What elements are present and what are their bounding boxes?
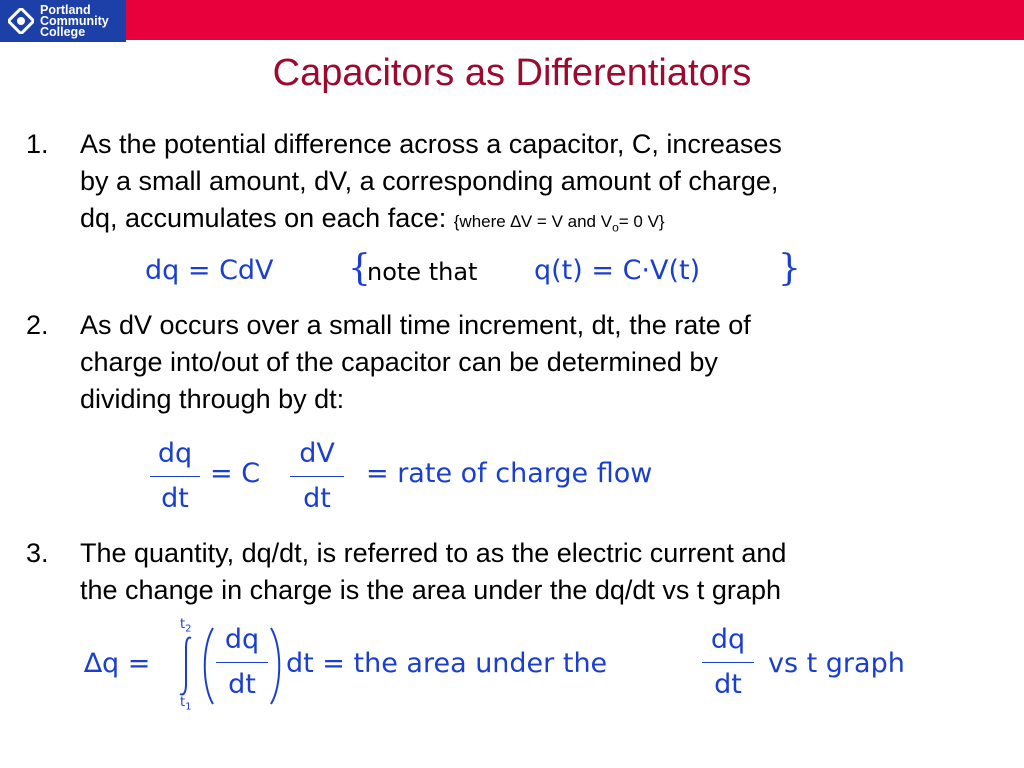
text-line: The quantity, dq/dt, is referred to as the electric current and	[80, 538, 787, 568]
frac-denominator: dt	[228, 669, 256, 700]
limit-var: t	[180, 617, 186, 632]
limit-var: t	[180, 695, 186, 710]
brace-close: }	[778, 248, 801, 289]
note-subscript: o	[612, 220, 619, 235]
frac-numerator: dq	[710, 624, 746, 655]
frac-denominator: dt	[161, 483, 189, 514]
text-fragment: dq, accumulates on each face:	[80, 203, 447, 233]
eq-right: q(t) = C·V(t)	[534, 255, 701, 286]
text-line: As the potential difference across a capacitor, C, increases	[80, 129, 782, 159]
eq-area-text: dt = the area under the	[286, 648, 608, 679]
brace-open: {	[348, 248, 371, 289]
integral-upper-limit	[180, 617, 191, 635]
text-line: As dV occurs over a small time increment, dt, the rate of	[80, 310, 751, 340]
eq-rate-text: = rate of charge flow	[366, 458, 653, 489]
item-text	[80, 535, 1010, 609]
logo-line: College	[40, 24, 86, 39]
fraction-dq-dt	[214, 624, 270, 701]
fraction-bar	[216, 662, 268, 663]
text-line	[80, 200, 1010, 246]
slide-title: Capacitors as Differentiators	[272, 52, 752, 94]
eq-equals-c: = C	[210, 458, 261, 489]
eq-graph-text: vs t graph	[768, 648, 905, 679]
logo-text	[40, 2, 109, 39]
frac-numerator: dq	[224, 624, 260, 655]
text-line: the change in charge is the area under the dq/dt vs t graph	[80, 575, 781, 605]
item-text	[80, 126, 1010, 246]
note-text	[453, 212, 665, 235]
text-line: charge into/out of the capacitor can be determined by	[80, 347, 718, 377]
frac-denominator: dt	[303, 483, 331, 514]
fraction-dq-dt	[148, 438, 202, 515]
fraction-bar	[290, 476, 344, 477]
note-end: = 0 V}	[618, 212, 665, 231]
logo-line: Portland	[40, 2, 91, 17]
eq-left: dq = CdV	[145, 255, 274, 286]
text-line: by a small amount, dV, a corresponding amount of charge,	[80, 166, 779, 196]
item-number: 3.	[26, 538, 49, 568]
fraction-dv-dt	[288, 438, 346, 515]
eq-note: note that	[367, 258, 478, 286]
item-number: 2.	[26, 310, 49, 340]
header-bar	[0, 0, 1024, 40]
note-start: {where ∆V = V and V	[453, 212, 613, 231]
fraction-bar	[702, 662, 754, 663]
logo-diamond-icon	[8, 8, 34, 34]
integral-lower-limit	[180, 695, 191, 713]
frac-numerator: dV	[299, 438, 335, 469]
equation-charge	[145, 255, 274, 286]
frac-numerator: dq	[157, 438, 193, 469]
limit-sub: 2	[185, 623, 192, 635]
right-paren-icon	[268, 626, 284, 706]
fraction-bar	[150, 476, 200, 477]
text-line: dividing through by dt:	[80, 384, 345, 414]
eq-delta-q: ∆q =	[84, 648, 151, 679]
item-text	[80, 307, 1010, 418]
college-logo[interactable]	[0, 0, 126, 42]
integral-sign-icon	[176, 634, 196, 698]
logo-line: Community	[40, 13, 109, 28]
item-number: 1.	[26, 129, 49, 159]
limit-sub: 1	[185, 701, 192, 713]
frac-denominator: dt	[714, 669, 742, 700]
fraction-dq-dt	[700, 624, 756, 701]
